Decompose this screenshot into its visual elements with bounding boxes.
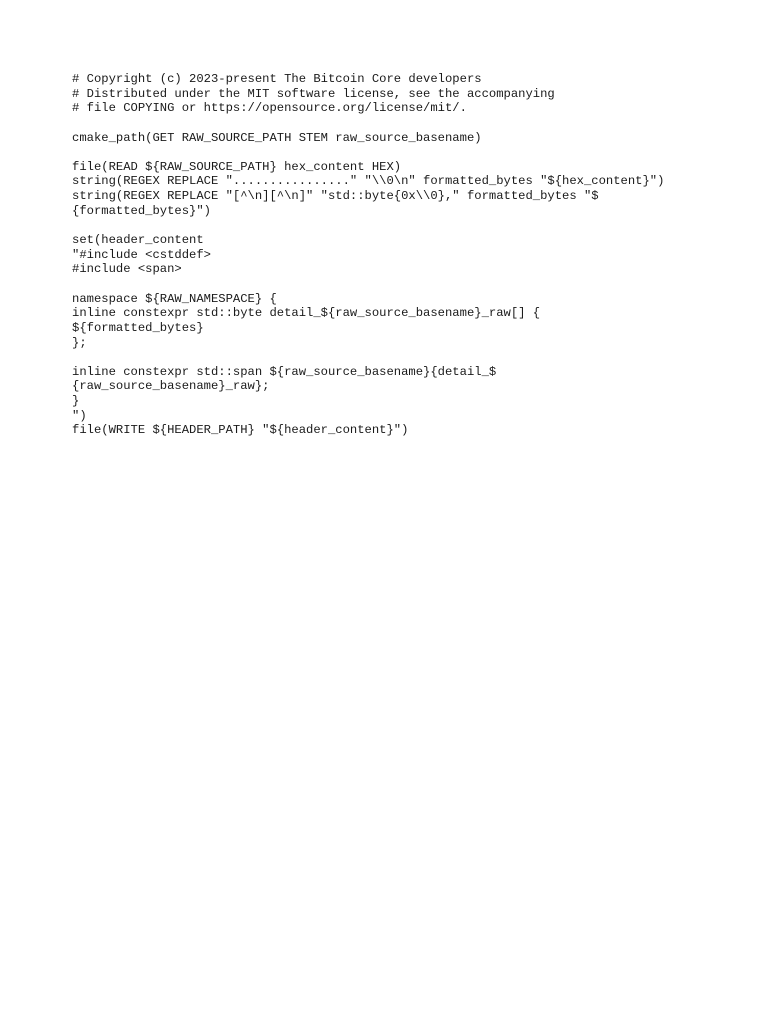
code-line: }; xyxy=(72,335,87,350)
code-line: {raw_source_basename}_raw}; xyxy=(72,379,270,394)
code-line: string(REGEX REPLACE "................" "\\0\n" formatted_bytes "${hex_content}") xyxy=(72,174,665,189)
blank-line xyxy=(72,145,712,160)
code-line: inline constexpr std::byte detail_${raw_source_basename}_raw[] { xyxy=(72,306,541,321)
code-listing xyxy=(72,72,712,438)
code-line: "#include <cstddef> xyxy=(72,247,211,262)
blank-line xyxy=(72,116,712,131)
code-line: set(header_content xyxy=(72,233,204,248)
code-line: #include <span> xyxy=(72,262,182,277)
code-line: ") xyxy=(72,408,87,423)
code-line: # Copyright (c) 2023-present The Bitcoin Core developers xyxy=(72,72,482,86)
code-line: file(READ ${RAW_SOURCE_PATH} hex_content HEX) xyxy=(72,159,402,174)
code-line: file(WRITE ${HEADER_PATH} "${header_content}") xyxy=(72,423,409,438)
blank-line xyxy=(72,350,712,365)
code-line: # file COPYING or https://opensource.org/license/mit/. xyxy=(72,101,467,116)
code-line: inline constexpr std::span ${raw_source_basename}{detail_$ xyxy=(72,364,497,379)
code-line: cmake_path(GET RAW_SOURCE_PATH STEM raw_source_basename) xyxy=(72,130,482,145)
blank-line xyxy=(72,218,712,233)
blank-line xyxy=(72,277,712,292)
code-line: namespace ${RAW_NAMESPACE} { xyxy=(72,291,277,306)
code-line: } xyxy=(72,394,80,409)
code-line: ${formatted_bytes} xyxy=(72,320,204,335)
code-line: {formatted_bytes}") xyxy=(72,203,211,218)
code-line: string(REGEX REPLACE "[^\n][^\n]" "std::byte{0x\\0}," formatted_bytes "$ xyxy=(72,189,599,204)
code-line: # Distributed under the MIT software license, see the accompanying xyxy=(72,86,555,101)
